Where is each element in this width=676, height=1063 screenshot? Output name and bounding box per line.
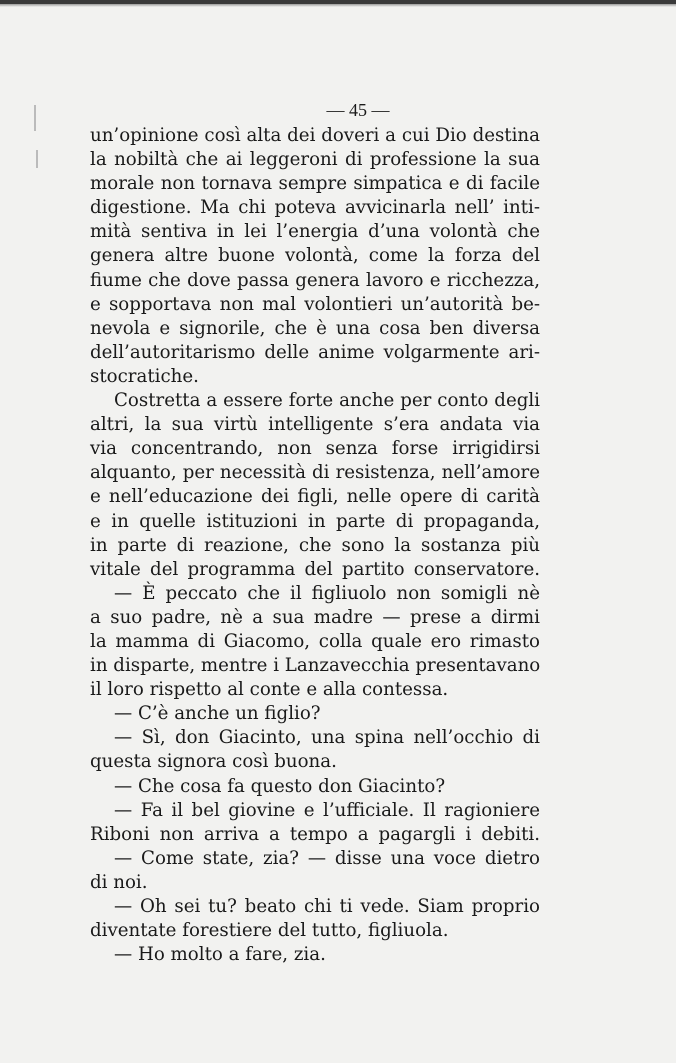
text-line: digestione. Ma chi poteva avvicinarla nell’ inti-: [90, 197, 540, 219]
page-number: — 45 —: [326, 100, 390, 120]
text-line: un’opinione così alta dei doveri a cui Dio destina: [90, 125, 540, 146]
text-line: a suo padre, nè a sua madre — prese a dirmi: [90, 606, 540, 628]
text-line: mità sentiva in lei l’energia d’una volontà che: [90, 221, 540, 243]
text-line: Costretta a essere forte anche per conto degli: [114, 390, 540, 412]
text-line: Riboni non arriva a tempo a pagargli i debiti.: [90, 823, 540, 845]
text-line: nevola e signorile, che è una cosa ben diversa: [90, 317, 540, 339]
text-line: — Che cosa fa questo don Giacinto?: [114, 775, 446, 797]
text-line: — Ho molto a fare, zia.: [114, 944, 326, 966]
text-line: e sopportava non mal volontieri un’autorità be-: [90, 293, 540, 315]
text-line: in disparte, mentre i Lanzavecchia presentavano: [90, 655, 541, 677]
text-line: questa signora così buona.: [90, 751, 337, 773]
text-line: genera altre buone volontà, come la forza del: [90, 245, 540, 267]
text-line: alquanto, per necessità di resistenza, nell’amore: [90, 462, 540, 484]
text-line: e in quelle istituzioni in parte di propaganda,: [90, 510, 540, 532]
text-line: la nobiltà che ai leggeroni di professione la sua: [90, 149, 540, 171]
text-line: morale non tornava sempre simpatica e di facile: [90, 173, 540, 195]
text-line: la mamma di Giacomo, colla quale ero rimasto: [90, 630, 540, 652]
text-line: — Fa il bel giovine e l’ufficiale. Il ragioniere: [114, 799, 540, 821]
text-block: [90, 124, 540, 967]
text-line: stocratiche.: [90, 365, 199, 387]
text-line: — È peccato che il figliuolo non somigli nè: [114, 582, 540, 604]
text-line: di noi.: [90, 871, 148, 893]
text-line: il loro rispetto al conte e alla contessa.: [90, 679, 449, 701]
text-line: — C’è anche un figlio?: [114, 703, 321, 725]
text-line: vitale del programma del partito conservatore.: [90, 558, 540, 580]
text-line: dell’autoritarismo delle anime volgarmente ari-: [90, 341, 540, 363]
text-line: diventate forestiere del tutto, figliuola.: [90, 920, 449, 942]
text-line: — Oh sei tu? beato chi ti vede. Siam proprio: [114, 896, 540, 917]
text-line: — Come state, zia? — disse una voce dietro: [114, 847, 540, 869]
text-line: e nell’educazione dei figli, nelle opere di carità: [90, 486, 540, 508]
text-line: in parte di reazione, che sono la sostanza più: [90, 534, 540, 556]
text-line: fiume che dove passa genera lavoro e ricchezza,: [90, 269, 540, 291]
top-rule-shadow: [0, 4, 676, 7]
text-line: via concentrando, non senza forse irrigidirsi: [90, 438, 540, 460]
text-line: — Sì, don Giacinto, una spina nell’occhio di: [114, 727, 540, 749]
margin-mark: [36, 150, 38, 168]
text-line: altri, la sua virtù intelligente s’era andata via: [90, 414, 540, 436]
